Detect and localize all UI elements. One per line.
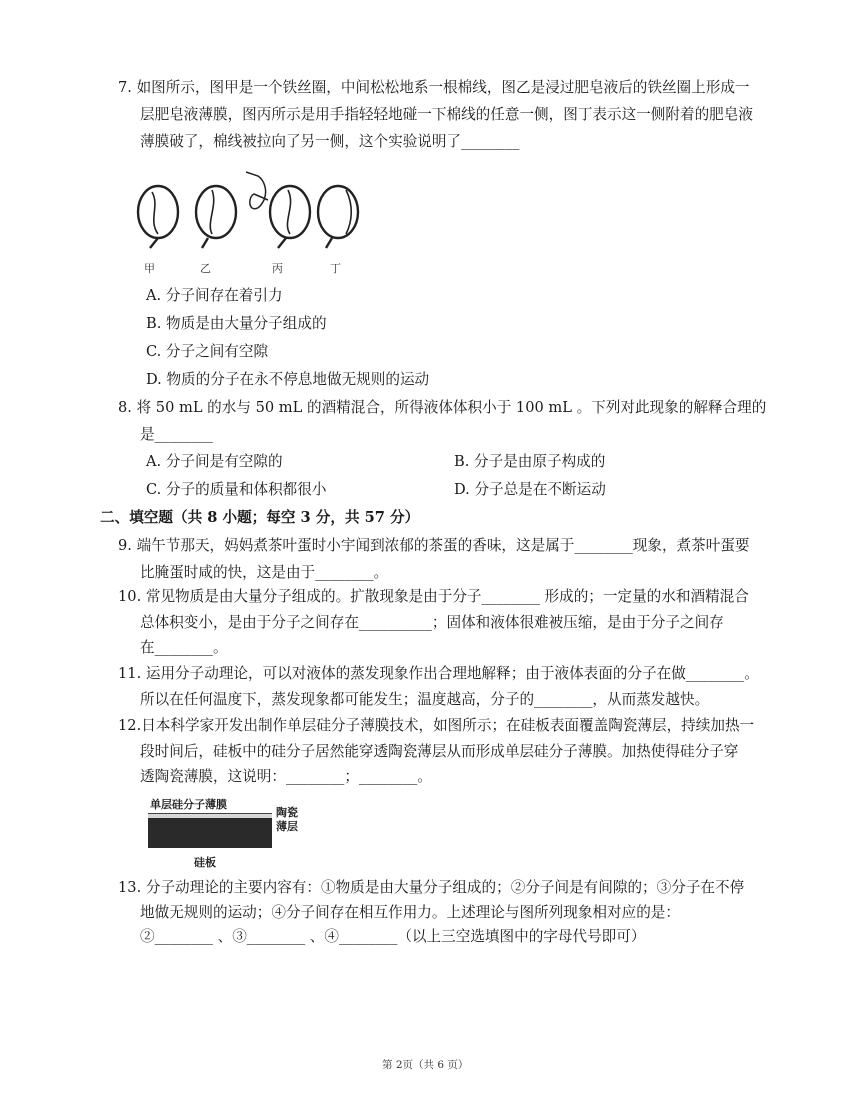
ring-jia xyxy=(138,186,178,238)
q12-line-2: 段时间后，硅板中的硅分子居然能穿透陶瓷薄层从而形成单层硅分子薄膜。加热使得硅分子穿 xyxy=(140,743,739,760)
thread-jia xyxy=(152,192,158,234)
page-footer: 第 2页（共 6 页） xyxy=(382,1059,469,1071)
q10-line-3: 在________。 xyxy=(140,639,228,656)
fig-label-bing: 丙 xyxy=(272,262,283,275)
q9-line-2: 比腌蛋时咸的快，这是由于________。 xyxy=(140,564,389,581)
silicon-plate xyxy=(148,818,272,848)
q8-line-2: 是________ xyxy=(140,426,213,443)
q13-line-2: 地做无规则的运动；④分子间存在相互作用力。上述理论与图所列现象相对应的是： xyxy=(140,904,680,921)
q8-option-a: A. 分子间是有空隙的 xyxy=(146,453,283,470)
q13-line-3: ②________ 、③________ 、④________（以上三空选填图中的字母代号即可） xyxy=(140,928,646,945)
fig-label-yi: 乙 xyxy=(200,262,211,275)
q9-line-1: 9. 端午节那天，妈妈煮茶叶蛋时小宇闻到浓郁的茶蛋的香味，这是属于________现象，煮茶叶蛋要 xyxy=(118,537,750,554)
thread-ding xyxy=(346,190,351,234)
q10-line-2: 总体积变小，是由于分子之间存在__________；固体和液体很难被压缩，是由于分子之间存 xyxy=(140,614,724,631)
silicon-film-figure xyxy=(144,797,304,871)
section-heading: 二、填空题（共 8 小题；每空 3 分，共 57 分） xyxy=(100,509,420,526)
handle-bing xyxy=(278,238,286,248)
soap-film-figure xyxy=(128,150,368,280)
q11-line-1: 11. 运用分子动理论，可以对液体的蒸发现象作出合理地解释；由于液体表面的分子在做________。 xyxy=(118,665,759,682)
film-side-label-2: 薄层 xyxy=(276,820,298,833)
film-side-label-1: 陶瓷 xyxy=(276,806,298,819)
film-bottom-label: 硅板 xyxy=(194,856,216,869)
q7-option-b: B. 物质是由大量分子组成的 xyxy=(146,315,327,332)
fig-label-jia: 甲 xyxy=(144,262,155,275)
q7-line-2: 层肥皂液薄膜，图丙所示是用手指轻轻地碰一下棉线的任意一侧，图丁表示这一侧附着的肥皂液 xyxy=(140,106,753,123)
q8-option-c: C. 分子的质量和体积都很小 xyxy=(146,481,327,498)
q13-line-1: 13. 分子动理论的主要内容有：①物质是由大量分子组成的；②分子间是有间隙的；③分子在不停 xyxy=(118,879,745,896)
q8-line-1: 8. 将 50 mL 的水与 50 mL 的酒精混合，所得液体体积小于 100 mL 。下列对此现象的解释合理的 xyxy=(118,399,767,416)
fig-label-ding: 丁 xyxy=(330,262,341,275)
film-top-label: 单层硅分子薄膜 xyxy=(150,798,227,811)
q7-line-3: 薄膜破了，棉线被拉向了另一侧，这个实验说明了________ xyxy=(140,133,520,150)
q11-line-2: 所以在任何温度下，蒸发现象都可能发生；温度越高，分子的________，从而蒸发越快。 xyxy=(140,691,710,708)
q8-option-b: B. 分子是由原子构成的 xyxy=(454,453,606,470)
q7-option-c: C. 分子之间有空隙 xyxy=(146,343,269,360)
q12-line-1: 12.日本科学家开发出制作单层硅分子薄膜技术，如图所示；在硅板表面覆盖陶瓷薄层，持续加热一 xyxy=(118,717,755,734)
hand-bing xyxy=(246,172,268,209)
thread-yi xyxy=(210,190,213,234)
q12-line-3: 透陶瓷薄膜，这说明：________；________。 xyxy=(140,768,432,785)
q7-option-a: A. 分子间存在着引力 xyxy=(146,287,283,304)
thread-bing xyxy=(287,190,290,234)
ring-yi xyxy=(196,186,236,238)
q8-option-d: D. 分子总是在不断运动 xyxy=(454,481,606,498)
q10-line-1: 10. 常见物质是由大量分子组成的。扩散现象是由于分子________ 形成的；一定量的水和酒精混合 xyxy=(118,588,749,605)
handle-yi xyxy=(202,238,208,248)
handle-ding xyxy=(326,238,332,248)
q7-option-d: D. 物质的分子在永不停息地做无规则的运动 xyxy=(146,371,430,388)
handle-jia xyxy=(150,238,158,248)
q7-line-1: 7. 如图所示，图甲是一个铁丝圈，中间松松地系一根棉线，图乙是浸过肥皂液后的铁丝圈上形成一 xyxy=(118,79,750,96)
